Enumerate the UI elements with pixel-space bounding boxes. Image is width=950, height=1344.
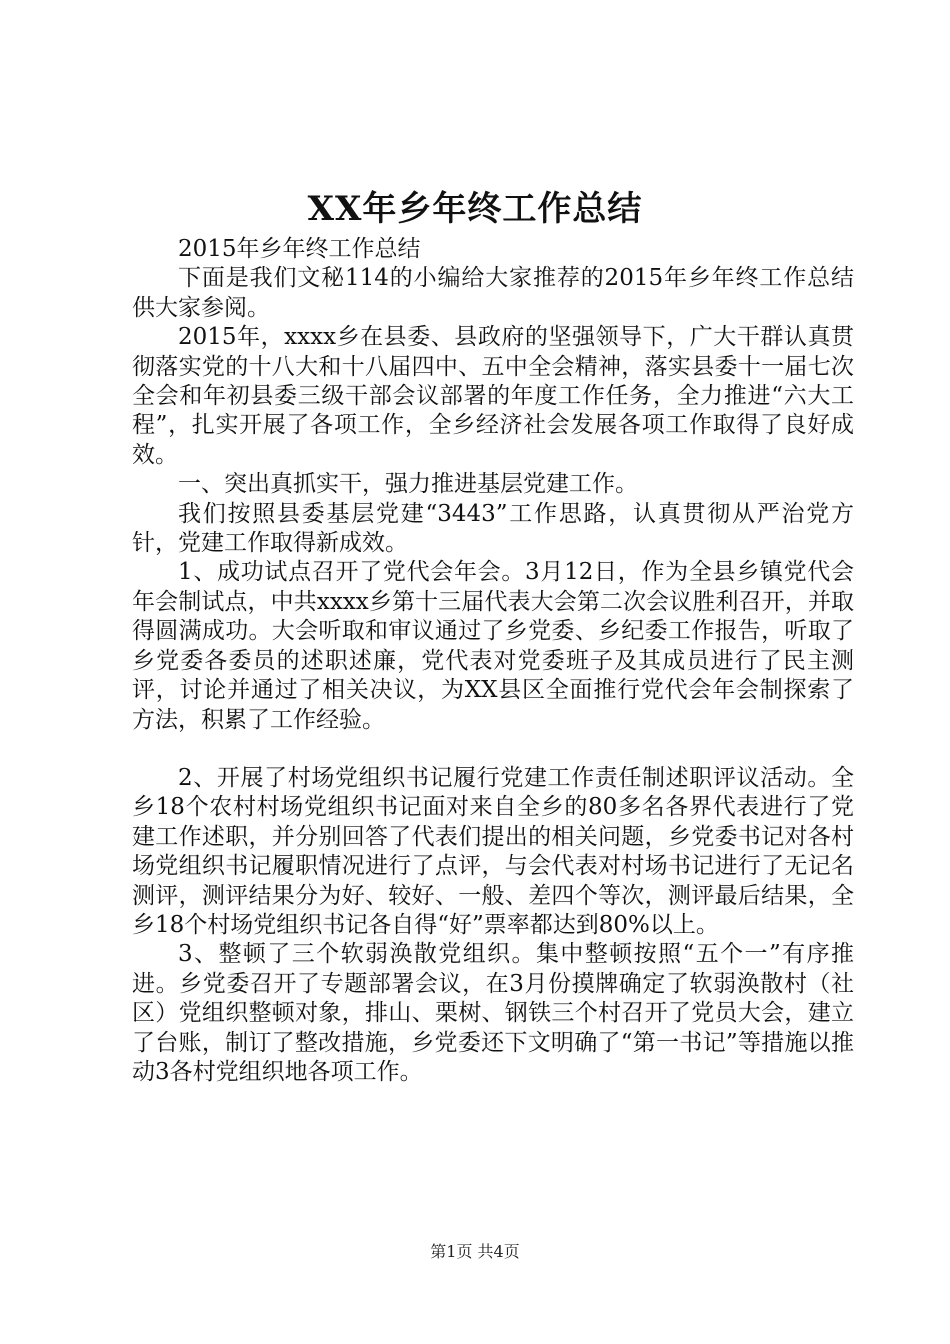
paragraph-section-1-intro: 我们按照县委基层党建“3443”工作思路，认真贯彻从严治党方针，党建工作取得新成效。 (132, 500, 854, 557)
paragraph-intro: 下面是我们文秘114的小编给大家推荐的2015年乡年终工作总结供大家参阅。 (132, 265, 854, 321)
paragraph-item-3: 3、整顿了三个软弱涣散党组织。集中整顿按照“五个一”有序推进。乡党委召开了专题部署会议，在3月份摸牌确定了软弱涣散村（社区）党组织整顿对象，排山、栗树、钢铁三个村召开了党员大会，建立了台账，制订了整改措施，乡党委还下文明确了“第一书记”等措施以推动3各村党组织地各项工作。 (132, 941, 854, 1085)
paragraph-subtitle: 2015年乡年终工作总结 (178, 236, 421, 262)
paragraph-item-1: 1、成功试点召开了党代会年会。3月12日，作为全县乡镇党代会年会制试点，中共xxxx乡第十三届代表大会第二次会议胜利召开，并取得圆满成功。大会听取和审议通过了乡党委、乡纪委工作报告，听取了乡党委各委员的述职述廉，党代表对党委班子及其成员进行了民主测评，讨论并通过了相关决议，为XX县区全面推行党代会年会制探索了方法，积累了工作经验。 (132, 559, 854, 733)
paragraph-item-2: 2、开展了村场党组织书记履行党建工作责任制述职评议活动。全乡18个农村村场党组织书记面对来自全乡的80多名各界代表进行了党建工作述职，并分别回答了代表们提出的相关问题，乡党委书记对各村场党组织书记履职情况进行了点评，与会代表对村场书记进行了无记名测评，测评结果分为好、较好、一般、差四个等次，测评最后结果，全乡18个村场党组织书记各自得“好”票率都达到80%以上。 (132, 764, 854, 938)
document-title: XX年乡年终工作总结 (307, 189, 643, 229)
page-number-footer: 第1页 共4页 (430, 1242, 520, 1261)
section-heading-1: 一、突出真抓实干，强力推进基层党建工作。 (178, 471, 638, 498)
paragraph-overview: 2015年，xxxx乡在县委、县政府的坚强领导下，广大干群认真贯彻落实党的十八大和十八届四中、五中全会精神，落实县委十一届七次全会和年初县委三级干部会议部署的年度工作任务，全力推进“六大工程”，扎实开展了各项工作，全乡经济社会发展各项工作取得了良好成效。 (132, 324, 854, 468)
paragraph-gap (132, 735, 854, 764)
document-body (132, 235, 854, 1087)
